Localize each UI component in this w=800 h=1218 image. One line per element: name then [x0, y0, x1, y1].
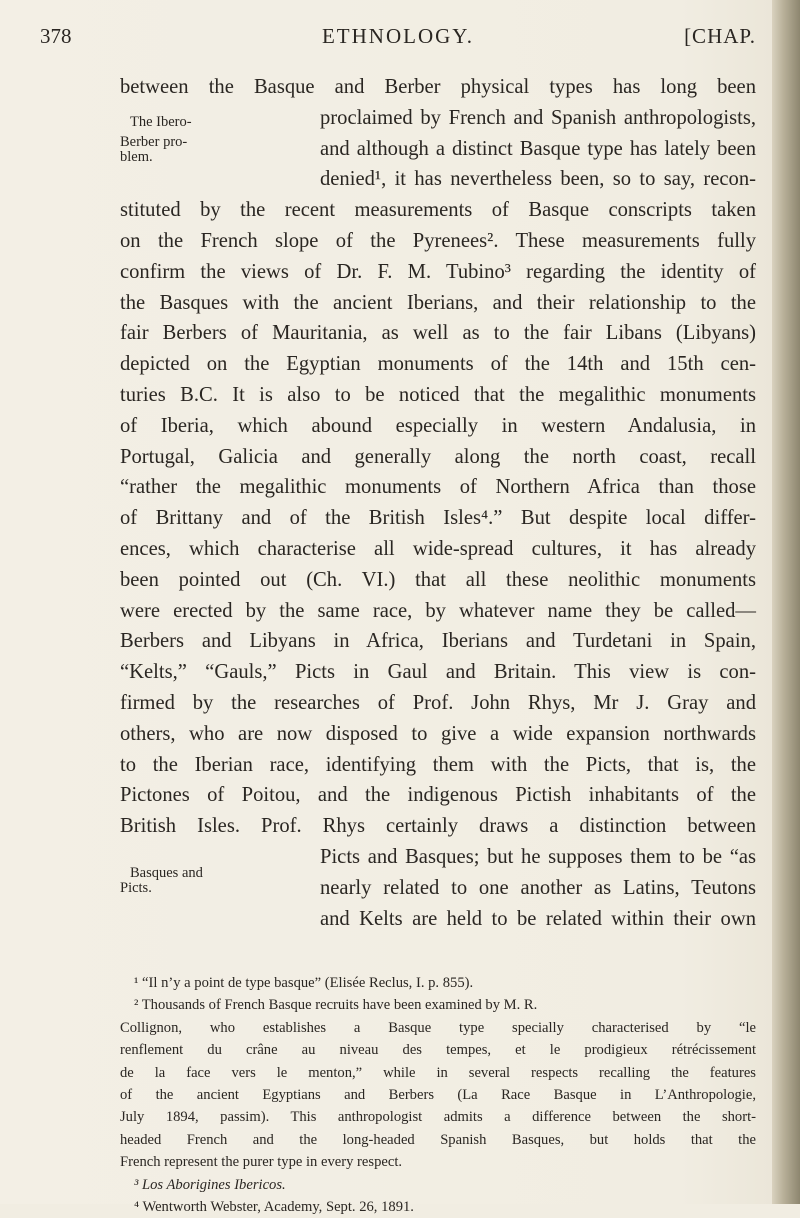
- text-line: proclaimed by French and Spanish anthropologists,: [320, 106, 756, 129]
- text-line: denied¹, it has nevertheless been, so to say, recon-: [320, 168, 756, 191]
- page-edge: [772, 0, 800, 1204]
- text-line: to the Iberian race, identifying them with the Picts, that is, the: [120, 753, 756, 776]
- text-line: fair Berbers of Mauritania, as well as to the fair Libans (Libyans): [120, 322, 756, 345]
- text-line: others, who are now disposed to give a wide expansion northwards: [120, 722, 756, 745]
- text-line: and Kelts are held to be related within their own: [320, 907, 756, 930]
- text-line: Pictones of Poitou, and the indigenous Pictish inhabitants of the: [120, 784, 756, 807]
- footnote-line: French represent the purer type in every respect.: [120, 1154, 403, 1171]
- text-line: the Basques with the ancient Iberians, and their relationship to the: [120, 291, 756, 314]
- margin-note-line: blem.: [120, 149, 153, 165]
- margin-note-line: The Ibero-: [130, 114, 192, 130]
- footnote-line: July 1894, passim). This anthropologist admits a difference between the short-: [120, 1109, 756, 1126]
- text-line: Berbers and Libyans in Africa, Iberians and Turdetani in Spain,: [120, 630, 756, 653]
- text-line: depicted on the Egyptian monuments of the 14th and 15th cen-: [120, 353, 756, 376]
- main-text: [120, 72, 756, 934]
- footnotes: [120, 972, 756, 1218]
- chapter-label: [CHAP.: [684, 24, 756, 48]
- text-line: stituted by the recent measurements of Basque conscripts taken: [120, 199, 756, 222]
- footnote-line: Collignon, who establishes a Basque type specially characterised by “le: [120, 1019, 756, 1036]
- running-title: ETHNOLOGY.: [321, 24, 475, 48]
- text-line: “Kelts,” “Gauls,” Picts in Gaul and Britain. This view is con-: [120, 661, 756, 684]
- footnote-2: ² Thousands of French Basque recruits have been examined by M. R.: [134, 997, 538, 1014]
- text-line: of Iberia, which abound especially in western Andalusia, in: [120, 414, 756, 437]
- text-line: “rather the megalithic monuments of Northern Africa than those: [120, 476, 756, 499]
- page-number: 378: [40, 24, 72, 48]
- text-line: turies B.C. It is also to be noticed that the megalithic monuments: [120, 383, 756, 406]
- footnote-line: de la face vers le menton,” while in several respects recalling the features: [120, 1064, 756, 1081]
- text-line: confirm the views of Dr. F. M. Tubino³ regarding the identity of: [120, 260, 756, 283]
- footnote-1: ¹ “Il n’y a point de type basque” (Elisée Reclus, I. p. 855).: [134, 975, 474, 991]
- text-line: on the French slope of the Pyrenees². These measurements fully: [120, 229, 756, 252]
- text-line: firmed by the researches of Prof. John Rhys, Mr J. Gray and: [120, 691, 756, 714]
- footnote-line: headed French and the long-headed Spanish Basques, but holds that the: [120, 1131, 756, 1148]
- text-line: and although a distinct Basque type has lately been: [320, 137, 756, 160]
- text-line: of Brittany and of the British Isles⁴.” But despite local differ-: [120, 507, 756, 530]
- text-line: were erected by the same race, by whatever name they be called—: [120, 599, 756, 622]
- footnote-line: renflement du crâne au niveau des tempes, et le prodigieux rétrécissement: [120, 1042, 756, 1059]
- margin-note-line: Berber pro-: [120, 134, 188, 150]
- margin-note-line: Basques and: [130, 865, 203, 881]
- text-line: Picts and Basques; but he supposes them to be “as: [320, 845, 756, 868]
- text-line: nearly related to one another as Latins, Teutons: [320, 876, 756, 899]
- footnote-3: ³ Los Aborigines Ibericos.: [134, 1176, 286, 1193]
- footnote-line: of the ancient Egyptians and Berbers (La Race Basque in L’Anthropologie,: [120, 1087, 756, 1104]
- text-line: ences, which characterise all wide-spread cultures, it has already: [120, 537, 756, 560]
- text-line: Portugal, Galicia and generally along the north coast, recall: [120, 445, 756, 468]
- text-line: British Isles. Prof. Rhys certainly draws a distinction between: [120, 815, 756, 838]
- text-line: been pointed out (Ch. VI.) that all these neolithic monuments: [120, 568, 756, 591]
- footnote-4: ⁴ Wentworth Webster, Academy, Sept. 26, 1891.: [134, 1199, 414, 1216]
- running-header: [40, 20, 756, 56]
- text-line: between the Basque and Berber physical types has long been: [120, 76, 756, 98]
- margin-note-line: Picts.: [120, 880, 152, 896]
